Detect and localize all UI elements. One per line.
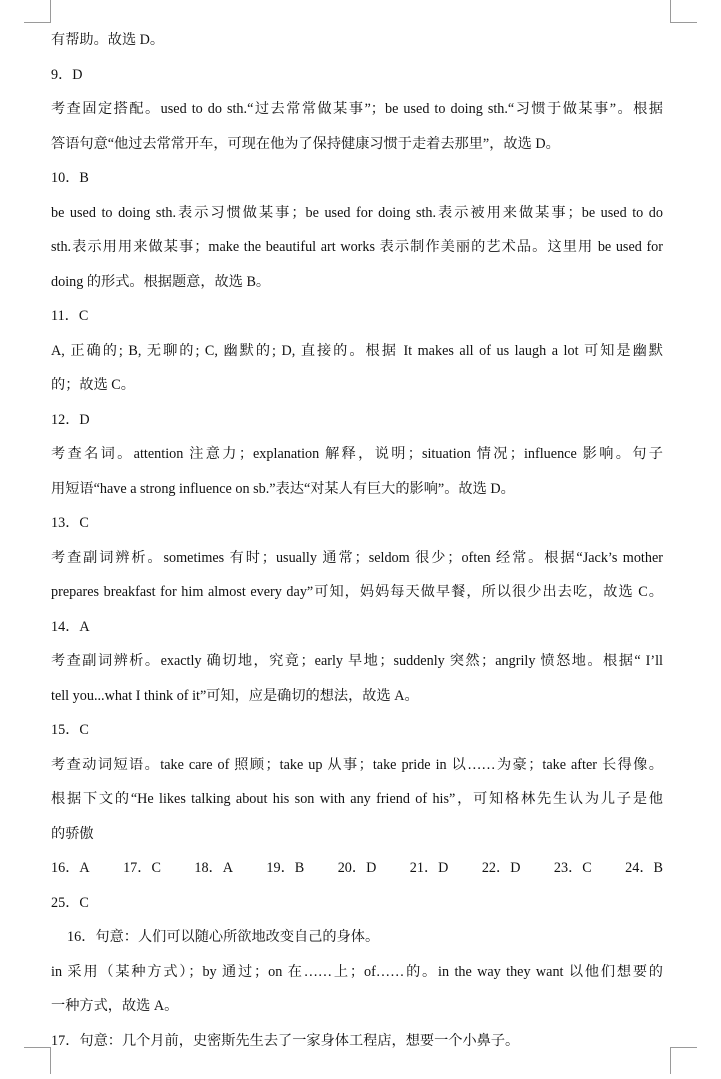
answer-item: 21．D xyxy=(409,860,449,876)
question-number: 14．A xyxy=(51,618,90,635)
text-line: 考查副词辨析。exactly 确切地，究竟；early 早地；suddenly 突然；angrily 愤怒地。根据“ I’ll xyxy=(51,653,663,669)
text-line: in 采用（某种方式）；by 通过；on 在……上；of……的。in the way they want 以他们想要的 xyxy=(51,963,663,980)
answer-item: 23．C xyxy=(553,860,592,876)
question-number: 13．C xyxy=(51,515,89,531)
text-line: 17．句意：几个月前，史密斯先生去了一家身体工程店，想要一个小鼻子。 xyxy=(51,1032,520,1049)
text-line: sth.表示用用来做某事；make the beautiful art works 表示制作美丽的艺术品。这里用 be used for xyxy=(51,239,663,255)
question-number: 9．D xyxy=(51,66,83,83)
text-line: 的骄傲 xyxy=(51,825,94,842)
document-body xyxy=(51,23,663,1058)
answer-item: 18．A xyxy=(194,860,233,876)
text-line: 有帮助。故选 D。 xyxy=(51,32,165,48)
text-line: 16．句意：人们可以随心所欲地改变自己的身体。 xyxy=(67,929,380,945)
text-line: 的；故选 C。 xyxy=(51,377,135,393)
text-line: 考查动词短语。take care of 照顾；take up 从事；take pride in 以……为豪；take after 长得像。 xyxy=(51,756,663,773)
answer-item: 19．B xyxy=(266,860,305,876)
question-number: 11．C xyxy=(51,308,89,324)
text-line: tell you...what I think of it”可知，应是确切的想法，故选 A。 xyxy=(51,687,419,704)
text-line: 根据下文的“He likes talking about his son with any friend of his”，可知格林先生认为儿子是他 xyxy=(51,791,663,807)
page-corner-mark-top-right xyxy=(670,0,697,23)
text-line: 考查名词。attention 注意力；explanation 解释，说明；situation 情况；influence 影响。句子 xyxy=(51,446,663,462)
answer-item: 22．D xyxy=(481,860,521,876)
question-number: 25．C xyxy=(51,894,89,911)
text-line: prepares breakfast for him almost every day”可知，妈妈每天做早餐，所以很少出去吃，故选 C。 xyxy=(51,584,663,600)
answer-item: 17．C xyxy=(123,860,161,876)
answer-item: 24．B xyxy=(625,860,663,876)
text-line: be used to doing sth.表示习惯做某事；be used for doing sth.表示被用来做某事；be used to do xyxy=(51,204,663,221)
text-line: A, 正确的; B, 无聊的; C, 幽默的; D, 直接的。根据 It makes all of us laugh a lot 可知是幽默 xyxy=(51,342,663,359)
question-number: 15．C xyxy=(51,722,89,738)
page-corner-mark-bottom-left xyxy=(24,1047,51,1074)
text-line: 考查副词辨析。sometimes 有时；usually 通常；seldom 很少；often 经常。根据“Jack’s mother xyxy=(51,549,663,566)
question-number: 10．B xyxy=(51,170,89,186)
answer-item: 20．D xyxy=(337,860,377,876)
answer-key-row xyxy=(51,851,663,886)
text-line: 考查固定搭配。used to do sth.“过去常常做某事”；be used to doing sth.“习惯于做某事”。根据 xyxy=(51,101,663,117)
page-corner-mark-bottom-right xyxy=(670,1047,697,1074)
answer-item: 16．A xyxy=(51,860,90,876)
page-corner-mark-top-left xyxy=(24,0,51,23)
text-line: doing 的形式。根据题意，故选 B。 xyxy=(51,273,271,290)
text-line: 用短语“have a strong influence on sb.”表达“对某人有巨大的影响”。故选 D。 xyxy=(51,480,515,497)
text-line: 一种方式，故选 A。 xyxy=(51,998,179,1014)
question-number: 12．D xyxy=(51,411,90,428)
text-line: 答语句意“他过去常常开车，可现在他为了保持健康习惯于走着去那里”，故选 D。 xyxy=(51,135,560,152)
